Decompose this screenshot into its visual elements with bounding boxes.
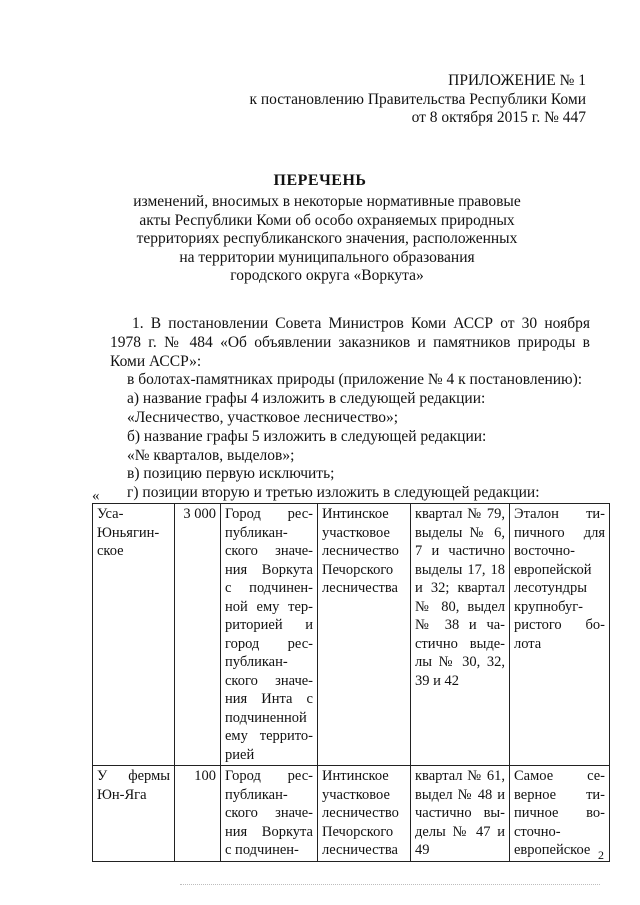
cell-line: ния Воркута	[225, 561, 313, 578]
cell-line: ной ему тер-	[225, 598, 313, 615]
paragraph-4: «Лесничество, участковое лесничество»;	[127, 408, 399, 426]
cell-line: Город рес-	[225, 506, 313, 522]
document-subtitle	[0, 193, 640, 286]
cell-line: Самое се-	[514, 768, 605, 784]
cell-line: стично выде-	[415, 635, 505, 652]
table-row	[93, 766, 610, 862]
scan-artifact-line	[180, 884, 600, 885]
cell-line: ния Инта с	[225, 691, 313, 707]
subtitle-line: на территории муниципального образования	[179, 248, 475, 266]
cell-line: 7 и частично	[415, 543, 505, 559]
cell-line: Интинское	[322, 768, 389, 784]
subtitle-line: городского округа «Воркута»	[230, 267, 424, 284]
cell-line: Печорского	[322, 561, 394, 578]
cell-line: ское	[97, 543, 124, 559]
cell-line: участковое	[322, 524, 390, 541]
nature-monuments-table	[92, 503, 610, 862]
cell-line: ского значе-	[225, 543, 313, 559]
cell-line: 49	[415, 842, 430, 858]
opening-quote: «	[92, 488, 100, 504]
cell-line: публикан-	[225, 786, 288, 803]
cell-line: ему террито-	[225, 728, 313, 744]
cell-line: Юньягин-	[97, 524, 160, 541]
cell-line: 39 и 42	[415, 672, 460, 689]
subtitle-line: изменений, вносимых в некоторые нормативные правовые	[133, 193, 521, 210]
cell-line: город рес-	[225, 635, 313, 652]
cell-line: ского значе-	[225, 672, 313, 689]
cell-line: публикан-	[225, 524, 288, 541]
cell-line: лесничества	[322, 580, 398, 596]
cell-line: ния Воркута	[225, 823, 313, 840]
cell-line: европейское	[514, 842, 591, 858]
cell-area	[175, 504, 221, 766]
cell-location	[221, 504, 318, 766]
cell-value: 3 000	[183, 506, 216, 522]
cell-line: публикан-	[225, 654, 288, 670]
subtitle-line: акты Республики Коми об особо охраняемых природных	[139, 211, 515, 229]
cell-line: ристого бо-	[514, 617, 605, 633]
cell-line: лесотундры	[514, 580, 588, 596]
cell-line: сточно-	[514, 823, 561, 840]
appendix-header	[249, 72, 586, 128]
paragraph-3: а) название графы 4 изложить в следующей редакции:	[127, 390, 486, 408]
cell-description	[510, 504, 610, 766]
paragraph-5: б) название графы 5 изложить в следующей редакции:	[127, 427, 487, 445]
cell-line: подчиненной	[225, 709, 307, 726]
cell-line: частично вы-	[415, 805, 505, 821]
paragraph-7: в) позицию первую исключить;	[127, 465, 335, 483]
cell-quarters	[411, 504, 510, 766]
cell-name	[93, 504, 175, 766]
cell-line: выделы 17, 18	[415, 561, 505, 578]
cell-line: европейской	[514, 561, 592, 578]
cell-line: лесничества	[322, 842, 398, 858]
appendix-resolution: к постановлению Правительства Республики Коми	[249, 90, 586, 108]
cell-line: У фермы	[97, 768, 170, 784]
cell-forestry	[318, 504, 411, 766]
cell-line: пичное во-	[514, 805, 605, 821]
cell-line: с подчинен-	[225, 842, 299, 858]
document-heading: ПЕРЕЧЕНЬ	[273, 172, 367, 189]
cell-line: лесничество	[322, 805, 399, 821]
cell-area	[175, 766, 221, 862]
appendix-title: ПРИЛОЖЕНИЕ № 1	[448, 72, 586, 89]
table-row	[93, 504, 610, 766]
cell-line: выдел № 48 и	[415, 786, 505, 803]
cell-name	[93, 766, 175, 862]
cell-line: риторией и	[225, 617, 313, 633]
paragraph-8: г) позиции вторую и третью изложить в следующей редакции:	[127, 484, 540, 502]
cell-line: № 80, выдел	[415, 598, 505, 615]
paragraph-1: 1. В постановлении Совета Министров Коми АССР от 30 ноября 1978 г. № 484 «Об объявлении заказников и памятников природы в Коми АССР»:	[110, 315, 590, 370]
document-body	[110, 315, 590, 503]
cell-line: лы № 30, 32,	[415, 654, 505, 670]
cell-line: лота	[514, 635, 542, 652]
cell-line: квартал № 61,	[415, 768, 505, 784]
cell-line: выделы № 6,	[415, 524, 505, 541]
cell-forestry	[318, 766, 411, 862]
subtitle-line: территориях республиканского значения, расположенных	[136, 230, 518, 247]
cell-line: Город рес-	[225, 768, 313, 784]
cell-line: с подчинен-	[225, 580, 313, 596]
cell-quarters	[411, 766, 510, 862]
cell-line: делы № 47 и	[415, 823, 505, 840]
cell-line: пичного для	[514, 524, 605, 541]
cell-line: № 38 и ча-	[415, 617, 505, 633]
cell-line: крупнобуг-	[514, 598, 583, 615]
cell-line: и 32; квартал	[415, 580, 505, 596]
cell-line: Юн-Яга	[97, 786, 147, 803]
paragraph-2: в болотах-памятниках природы (приложение № 4 к постановлению):	[127, 371, 583, 389]
cell-line: участковое	[322, 786, 390, 803]
cell-line: Печорского	[322, 823, 394, 840]
cell-description	[510, 766, 610, 862]
cell-line: Интинское	[322, 506, 389, 522]
cell-line: ского значе-	[225, 805, 313, 821]
appendix-date: от 8 октября 2015 г. № 447	[411, 109, 586, 126]
cell-value: 100	[194, 768, 216, 784]
cell-line: Эталон ти-	[514, 506, 605, 522]
paragraph-6: «№ кварталов, выделов»;	[127, 446, 295, 464]
cell-line: восточно-	[514, 543, 575, 559]
cell-line: Уса-	[97, 506, 124, 522]
cell-location	[221, 766, 318, 862]
cell-line: квартал № 79,	[415, 506, 505, 522]
page-number: 2	[598, 848, 604, 862]
cell-line: верное ти-	[514, 786, 605, 803]
cell-line: рией	[225, 746, 255, 763]
cell-line: лесничество	[322, 543, 399, 559]
